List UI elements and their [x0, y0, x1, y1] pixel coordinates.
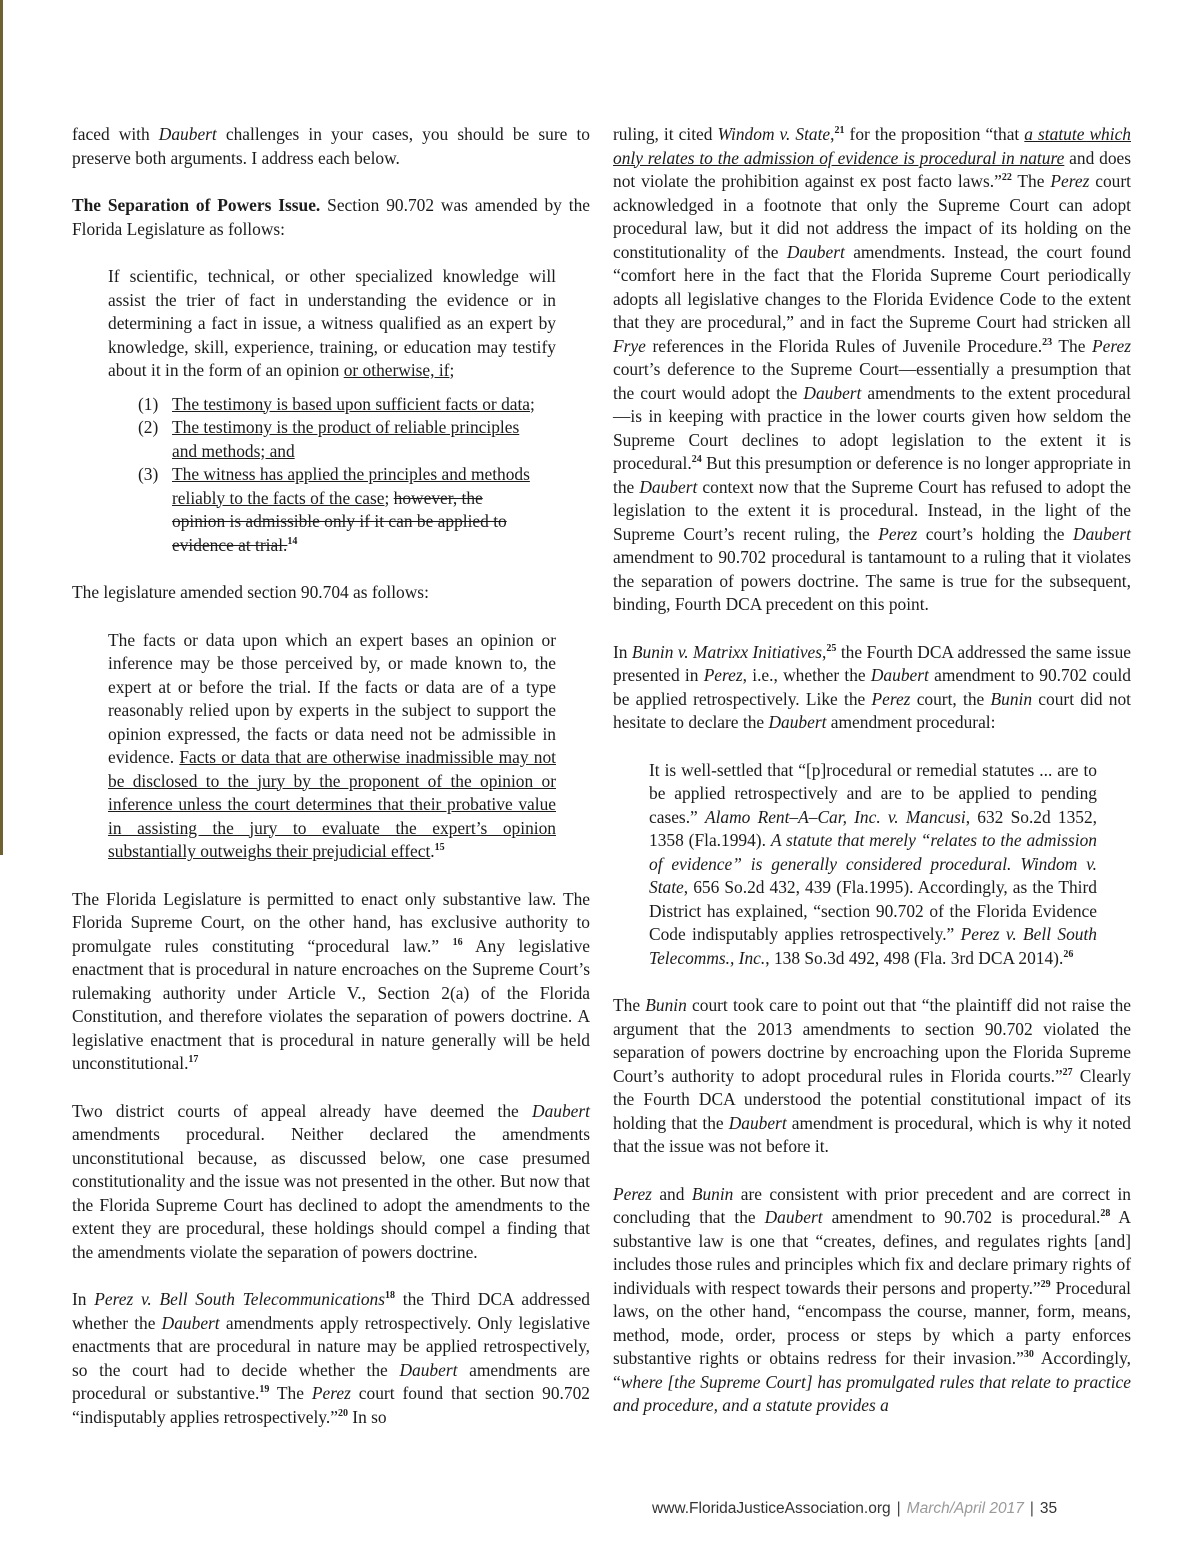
footnote-ref: 25: [826, 642, 837, 654]
left-paragraph-6: In Perez v. Bell South Telecommunications$^{18}$ the Third DCA addressed whether the Daubert amendments apply retrospectively. Only legislative enactments that are procedural in nature may be applied retrospectively, so the court had to decide whether the Daubert amendments are procedural or substantive.$^{19}$ The Perez court found that section 90.702 “indisputably applies retrospectively.”$^{20}$ In so: [72, 1289, 591, 1427]
bunin-quote: It is well-settled that “[p]rocedural or remedial statutes ... are to be applied retrospectively and are to be applied to pending cases.” Alamo Rent–A–Car, Inc. v. Mancusi, 632 So.2d 1352, 1358 (Fla.1994). A statute that merely “relates to the admission of evidence” is generally considered procedural. Windom v. State, 656 So.2d 432, 439 (Fla.1995). Accordingly, as the Third District has explained, “section 90.702 of the Florida Evidence Code indisputably applies retrospectively.” Perez v. Bell South Telecomms., Inc., 138 So.3d 492, 498 (Fla. 3rd DCA 2014).$^{26}$: [649, 759, 1098, 968]
page-footer: [652, 1500, 1132, 1518]
list-item: (2) The testimony is the product of reliable principles and methods; and: [138, 417, 520, 461]
right-column: [613, 123, 1131, 1442]
footnote-ref: 27: [1062, 1066, 1073, 1078]
footnote-ref: 22: [1001, 172, 1012, 184]
issue-date: March/April 2017: [906, 1500, 1024, 1517]
footnote-ref: 19: [259, 1384, 270, 1396]
footnote-ref: 20: [337, 1407, 348, 1419]
statute-quote-90-702: If scientific, technical, or other specialized knowledge will assist the trier of fact in understanding the evidence or in determining a fact in issue, a witness qualified as an expert by knowledge, skill, experience, training, or education may testify about it in the form of an opinion or otherwise, if; (1) The testimony is based upon sufficient facts or data; (2) The testimony is the product of reliable principles and methods; and (3) The witness has applied the principles and methods reliably to the facts of the case; however, the opinion is admissible only if it can be applied to evidence at trial.$^{14}$: [108, 265, 556, 557]
left-column: [72, 123, 590, 1453]
right-paragraph-3: The Bunin court took care to point out that “the plaintiff did not raise the argument that the 2013 amendments to section 90.702 violated the separation of powers doctrine by encroaching upon the Florida Supreme Court’s authority to adopt procedural rules in Florida courts.”$^{27}$ Clearly the Fourth DCA understood the potential constitutional impact of its holding that the Daubert amendment is procedural, which is why it noted that the issue was not before it.: [613, 995, 1131, 1156]
statute-criteria-list: [138, 393, 538, 558]
footer-separator: |: [1029, 1500, 1034, 1517]
page-number: 35: [1039, 1500, 1058, 1517]
separation-of-powers-paragraph: The Separation of Powers Issue. Section 90.702 was amended by the Florida Legislature as follows:: [72, 195, 590, 239]
left-paragraph-5: Two district courts of appeal already have deemed the Daubert amendments procedural. Neither declared the amendments unconstitutional because, as discussed below, one case presumed constitutionality and the issue was not presented in the other. But now that the Florida Supreme Court has declined to adopt the amendments to the extent they are procedural, these holdings should compel a finding that the amendments violate the separation of powers doctrine.: [72, 1100, 590, 1262]
footnote-ref: 14: [287, 535, 298, 547]
footnote-ref: 16: [452, 936, 463, 948]
right-paragraph-4: Perez and Bunin are consistent with prior precedent and are correct in concluding that the Daubert amendment to 90.702 is procedural.$^{28}$ A substantive law is one that “creates, defines, and regulates rights [and] includes those rules and principles which fix and declare primary rights of individuals with respect towards their persons and property.”$^{29}$ Procedural laws, on the other hand, “encompass the course, manner, form, means, method, mode, order, process or steps by which a party enforces substantive rights or obtains redress for their invasion.”$^{30}$ Accordingly, “where [the Supreme Court] has promulgated rules that relate to practice and procedure, and a statute provides a: [613, 1183, 1131, 1415]
footnote-ref: 21: [834, 125, 845, 137]
left-paragraph-3: The legislature amended section 90.704 as follows:: [72, 582, 429, 602]
left-paragraph-4: The Florida Legislature is permitted to enact only substantive law. The Florida Supreme Court, on the other hand, has exclusive authority to promulgate rules constituting “procedural law.” $^{16}$ Any legislative enactment that is procedural in nature encroaches on the Supreme Court’s rulemaking authority under Article V., Section 2(a) of the Florida Constitution, and therefore violates the separation of powers doctrine. A legislative enactment that is procedural in nature generally will be held unconstitutional.$^{17}$: [72, 888, 590, 1073]
right-paragraph-1: ruling, it cited Windom v. State,$^{21}$ for the proposition “that a statute which only relates to the admission of evidence is procedural in nature and does not violate the prohibition against ex post facto laws.”$^{22}$ The Perez court acknowledged in a footnote that only the Supreme Court can adopt procedural law, but it did not address the impact of its holding on the constitutionality of the Daubert amendments. Instead, the court found “comfort here in the fact that the Florida Supreme Court periodically adopts all legislative changes to the Florida Evidence Code to the extent that they are procedural,” and in fact the Supreme Court had stricken all Frye references in the Florida Rules of Juvenile Procedure.$^{23}$ The Perez court’s deference to the Supreme Court—essentially a presumption that the court would adopt the Daubert amendments to the extent procedural—is in keeping with practice in the lower courts given how seldom the Supreme Court declines to adopt legislation to the extent it is procedural.$^{24}$ But this presumption or deference is no longer appropriate in the Daubert context now that the Supreme Court has refused to adopt the legislation to the extent it is procedural. Instead, in the light of the Supreme Court’s recent ruling, the Perez court’s holding the Daubert amendment to 90.702 procedural is tantamount to a ruling that it violates the separation of powers doctrine. The same is true for the subsequent, binding, Fourth DCA precedent on this point.: [613, 124, 1131, 614]
left-paragraph-1: faced with Daubert challenges in your cases, you should be sure to preserve both arguments. I address each below.: [72, 124, 590, 168]
footer-separator: |: [896, 1500, 901, 1517]
page-edge-bar: [0, 0, 3, 855]
footnote-ref: 30: [1023, 1349, 1034, 1361]
footnote-ref: 23: [1042, 336, 1053, 348]
right-paragraph-2: In Bunin v. Matrixx Initiatives,$^{25}$ the Fourth DCA addressed the same issue presented in Perez, i.e., whether the Daubert amendment to 90.702 could be applied retrospectively. Like the Perez court, the Bunin court did not hesitate to declare the Daubert amendment procedural:: [613, 641, 1131, 732]
list-item: (1) The testimony is based upon sufficient facts or data;: [138, 393, 535, 414]
footnote-ref: 28: [1100, 1208, 1111, 1220]
footer-website-link[interactable]: www.FloridaJusticeAssociation.org: [652, 1500, 891, 1517]
footnote-ref: 17: [188, 1054, 199, 1066]
section-heading: The Separation of Powers Issue.: [72, 195, 321, 215]
footnote-ref: 26: [1063, 948, 1074, 960]
statute-quote-90-704: The facts or data upon which an expert bases an opinion or inference may be those perceived by, or made known to, the expert at or before the trial. If the facts or data are of a type reasonably relied upon by experts in the subject to support the opinion expressed, the facts or data need not be admissible in evidence. Facts or data that are otherwise inadmissible may not be disclosed to the jury by the proponent of the opinion or inference unless the court determines that their probative value in assisting the jury to evaluate the expert’s opinion substantially outweighs their prejudicial effect.$^{15}$: [108, 629, 556, 861]
footnote-ref: 15: [434, 842, 445, 854]
list-item: (3) The witness has applied the principles and methods reliably to the facts of the case; however, the opinion is admissible only if it can be applied to evidence at trial.$^{14}$: [138, 464, 530, 555]
footnote-ref: 24: [691, 454, 702, 466]
footnote-ref: 18: [385, 1290, 396, 1302]
footnote-ref: 29: [1040, 1278, 1051, 1290]
